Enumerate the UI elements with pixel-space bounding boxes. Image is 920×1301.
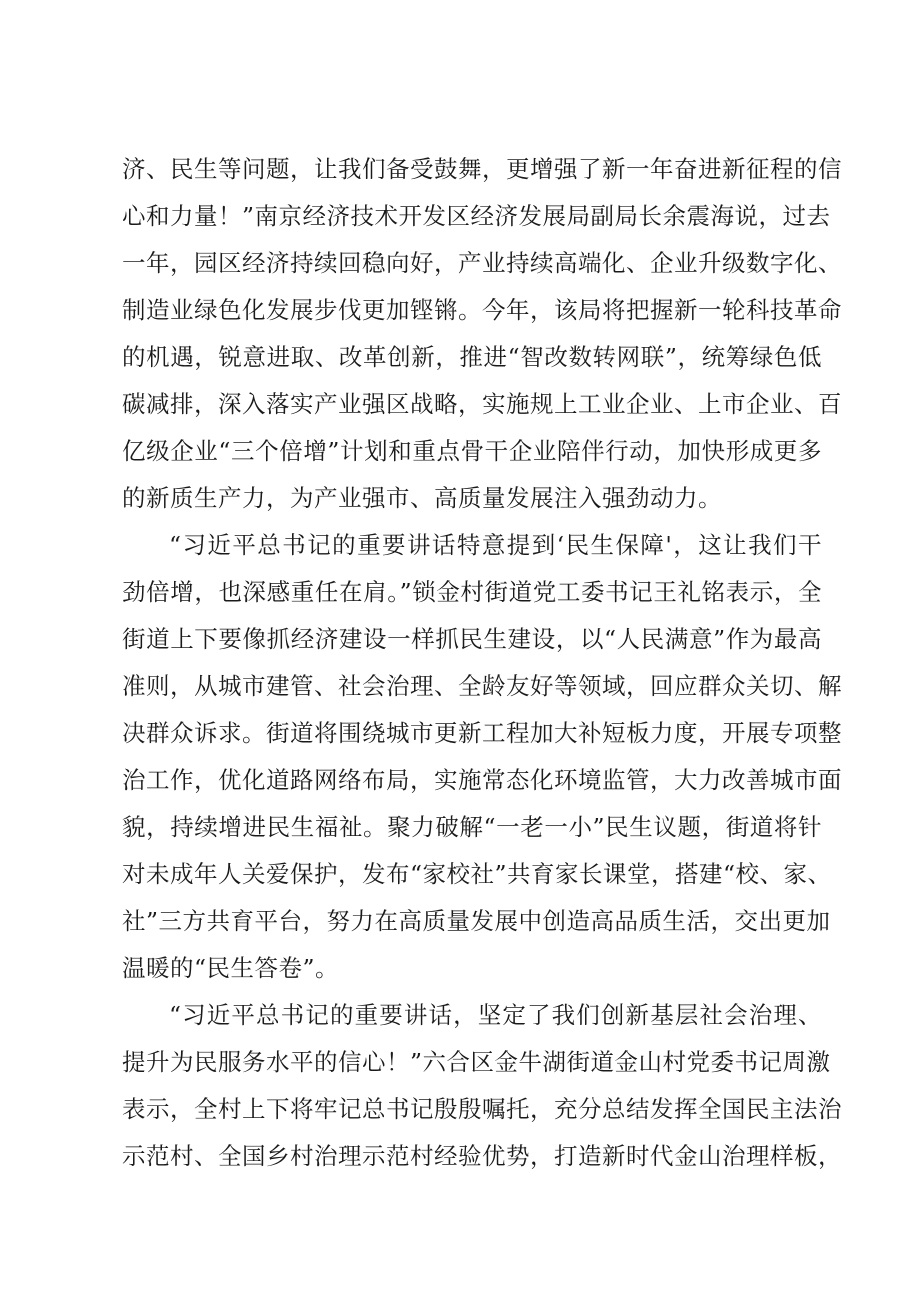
text-line: 表示，全村上下将牢记总书记殷殷嘱托，充分总结发挥全国民主法治 (122, 1095, 842, 1123)
text-line: 亿级企业“三个倍增”计划和重点骨干企业陪伴行动，加快形成更多 (122, 437, 822, 465)
paragraph (122, 522, 842, 992)
text-line: 街道上下要像抓经济建设一样抓民生建设，以“人民满意”作为最高 (122, 625, 822, 653)
text-line: 的机遇，锐意进取、改革创新，推进“智改数转网联”，统筹绿色低 (122, 343, 822, 371)
text-line: “习近平总书记的重要讲话特意提到‘民生保障'，这让我们干 (169, 531, 822, 559)
text-line: 一年，园区经济持续回稳向好，产业持续高端化、企业升级数字化、 (122, 249, 842, 277)
text-line: 社”三方共育平台，努力在高质量发展中创造高品质生活，交出更加 (122, 907, 831, 935)
text-line: 示范村、全国乡村治理示范村经验优势，打造新时代金山治理样板， (122, 1142, 842, 1170)
text-line: “习近平总书记的重要讲话，坚定了我们创新基层社会治理、 (169, 1001, 822, 1029)
text-line: 劲倍增，也深感重任在肩。”锁金村街道党工委书记王礼铭表示，全 (122, 578, 822, 606)
text-line: 温暖的“民生答卷”。 (122, 954, 340, 982)
text-line: 心和力量！”南京经济技术开发区经济发展局副局长余震海说，过去 (122, 202, 831, 230)
text-line: 貌，持续增进民生福祉。聚力破解“一老一小”民生议题，街道将针 (122, 813, 822, 841)
body-text (122, 146, 842, 1180)
text-line: 治工作，优化道路网络布局，实施常态化环境监管，大力改善城市面 (122, 766, 842, 794)
text-line: 的新质生产力，为产业强市、高质量发展注入强劲动力。 (122, 484, 722, 512)
text-line: 提升为民服务水平的信心！”六合区金牛湖街道金山村党委书记周激 (122, 1048, 831, 1076)
text-line: 准则，从城市建管、社会治理、全龄友好等领域，回应群众关切、解 (122, 672, 842, 700)
text-line: 对未成年人关爱保护，发布“家校社”共育家长课堂，搭建“校、家、 (122, 860, 832, 888)
paragraph (122, 992, 842, 1180)
text-line: 碳减排，深入落实产业强区战略，实施规上工业企业、上市企业、百 (122, 390, 842, 418)
text-line: 济、民生等问题，让我们备受鼓舞，更增强了新一年奋进新征程的信 (122, 155, 842, 183)
text-line: 决群众诉求。街道将围绕城市更新工程加大补短板力度，开展专项整 (122, 719, 842, 747)
text-line: 制造业绿色化发展步伐更加铿锵。今年，该局将把握新一轮科技革命 (122, 296, 842, 324)
paragraph (122, 146, 842, 522)
